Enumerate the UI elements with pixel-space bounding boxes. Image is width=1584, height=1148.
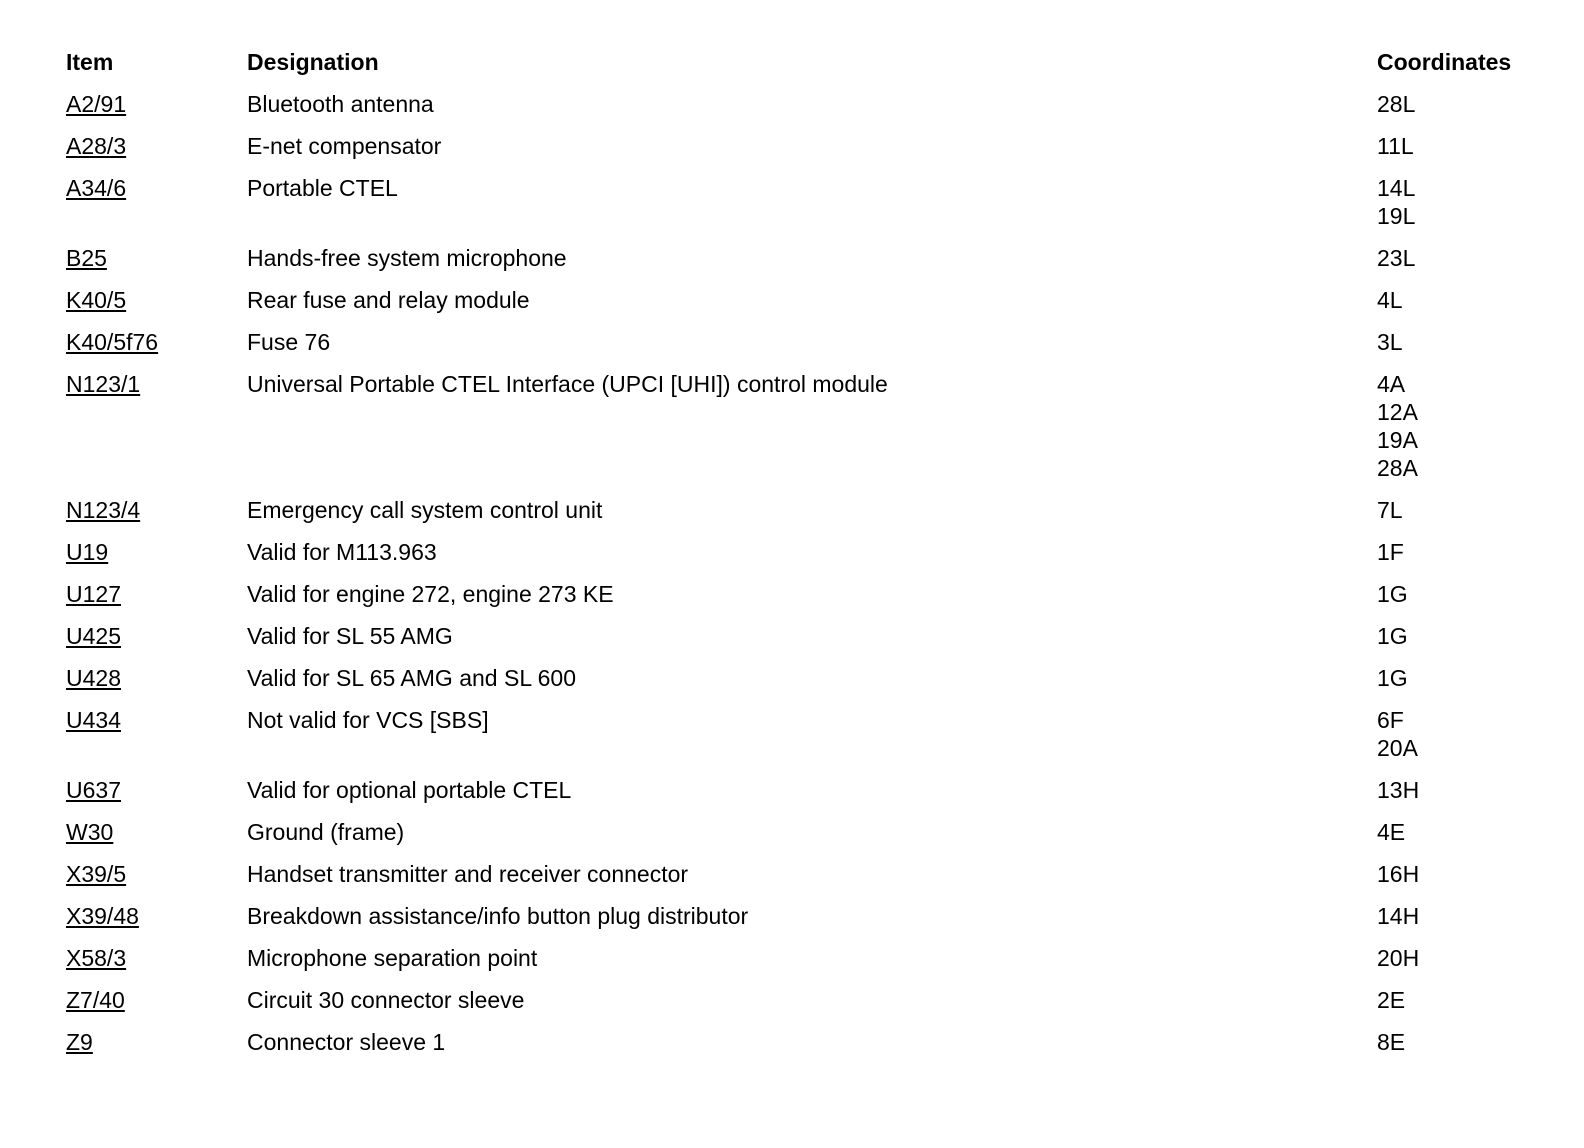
item-cell — [66, 622, 247, 650]
coordinate-value: 4L — [1377, 287, 1403, 313]
table-row — [66, 986, 1566, 1028]
item-cell — [66, 664, 247, 692]
item-code-link[interactable]: U434 — [66, 707, 121, 733]
table-header-row — [66, 48, 1566, 90]
coordinate-value: 20H — [1377, 945, 1420, 971]
header-coordinates: Coordinates — [1377, 49, 1512, 75]
coordinate-value: 8E — [1377, 1029, 1406, 1055]
coordinate-value: 14L — [1377, 175, 1416, 201]
header-item: Item — [66, 49, 114, 75]
coordinate-value: 3L — [1377, 329, 1403, 355]
designation-cell: Emergency call system control unit — [247, 497, 603, 523]
table-row — [66, 580, 1566, 622]
coordinate-value: 1G — [1377, 623, 1408, 649]
item-code-link[interactable]: U127 — [66, 581, 121, 607]
item-code-link[interactable]: A34/6 — [66, 175, 127, 201]
item-code-link[interactable]: U637 — [66, 777, 121, 803]
coordinate-value: 2E — [1377, 987, 1406, 1013]
item-cell — [66, 132, 247, 160]
table-row — [66, 286, 1566, 328]
item-code-link[interactable]: Z7/40 — [66, 987, 125, 1013]
coordinate-value: 19L — [1377, 203, 1416, 229]
coordinate-value: 14H — [1377, 903, 1420, 929]
coordinate-value: 7L — [1377, 497, 1403, 523]
designation-cell: Not valid for VCS [SBS] — [247, 707, 489, 733]
coordinate-value: 6F — [1377, 707, 1404, 733]
coordinate-value: 16H — [1377, 861, 1420, 887]
designation-cell: Valid for optional portable CTEL — [247, 777, 572, 803]
designation-cell: Microphone separation point — [247, 945, 538, 971]
table-row — [66, 496, 1566, 538]
coordinates-cell — [1377, 944, 1566, 972]
designation-cell: Handset transmitter and receiver connector — [247, 861, 689, 887]
table-row — [66, 328, 1566, 370]
table-row — [66, 622, 1566, 664]
designation-cell: Valid for SL 55 AMG — [247, 623, 453, 649]
item-code-link[interactable]: U19 — [66, 539, 109, 565]
item-cell — [66, 580, 247, 608]
designation-cell: Universal Portable CTEL Interface (UPCI [UHI]) control module — [247, 371, 888, 397]
table-row — [66, 664, 1566, 706]
coordinate-value: 13H — [1377, 777, 1420, 803]
coordinate-value: 12A — [1377, 399, 1418, 425]
coordinates-cell — [1377, 90, 1566, 118]
item-cell — [66, 818, 247, 846]
coordinates-cell — [1377, 286, 1566, 314]
coordinate-value: 1G — [1377, 665, 1408, 691]
component-legend-table — [66, 48, 1566, 1070]
coordinate-value: 20A — [1377, 735, 1418, 761]
item-code-link[interactable]: W30 — [66, 819, 114, 845]
coordinates-cell — [1377, 1028, 1566, 1056]
item-cell — [66, 1028, 247, 1056]
coordinate-value: 28A — [1377, 455, 1418, 481]
designation-cell: Bluetooth antenna — [247, 91, 434, 117]
designation-cell: Portable CTEL — [247, 175, 398, 201]
header-designation: Designation — [247, 49, 379, 75]
item-code-link[interactable]: A28/3 — [66, 133, 127, 159]
table-row — [66, 370, 1566, 496]
designation-cell: E-net compensator — [247, 133, 442, 159]
item-code-link[interactable]: B25 — [66, 245, 107, 271]
item-code-link[interactable]: X39/5 — [66, 861, 127, 887]
coordinates-cell — [1377, 818, 1566, 846]
table-row — [66, 902, 1566, 944]
item-code-link[interactable]: U425 — [66, 623, 121, 649]
coordinates-cell — [1377, 622, 1566, 650]
coordinates-cell — [1377, 174, 1566, 230]
item-code-link[interactable]: A2/91 — [66, 91, 127, 117]
item-cell — [66, 902, 247, 930]
coordinates-cell — [1377, 860, 1566, 888]
coordinate-value: 4E — [1377, 819, 1406, 845]
item-cell — [66, 496, 247, 524]
coordinate-value: 1G — [1377, 581, 1408, 607]
designation-cell: Breakdown assistance/info button plug distributor — [247, 903, 749, 929]
coordinates-cell — [1377, 538, 1566, 566]
table-row — [66, 944, 1566, 986]
table-row — [66, 244, 1566, 286]
item-code-link[interactable]: X58/3 — [66, 945, 127, 971]
designation-cell: Connector sleeve 1 — [247, 1029, 446, 1055]
designation-cell: Rear fuse and relay module — [247, 287, 530, 313]
item-cell — [66, 860, 247, 888]
coordinates-cell — [1377, 706, 1566, 762]
coordinates-cell — [1377, 664, 1566, 692]
item-cell — [66, 538, 247, 566]
designation-cell: Ground (frame) — [247, 819, 405, 845]
item-code-link[interactable]: N123/4 — [66, 497, 141, 523]
table-row — [66, 174, 1566, 244]
table-body — [66, 90, 1566, 1070]
coordinates-cell — [1377, 132, 1566, 160]
coordinate-value: 1F — [1377, 539, 1404, 565]
coordinates-cell — [1377, 902, 1566, 930]
coordinates-cell — [1377, 328, 1566, 356]
table-row — [66, 90, 1566, 132]
coordinate-value: 23L — [1377, 245, 1416, 271]
designation-cell: Valid for engine 272, engine 273 KE — [247, 581, 614, 607]
item-code-link[interactable]: X39/48 — [66, 903, 139, 929]
coordinate-value: 19A — [1377, 427, 1418, 453]
coordinates-cell — [1377, 776, 1566, 804]
table-row — [66, 132, 1566, 174]
coordinate-value: 4A — [1377, 371, 1406, 397]
item-code-link[interactable]: N123/1 — [66, 371, 141, 397]
designation-cell: Valid for M113.963 — [247, 539, 437, 565]
coordinates-cell — [1377, 370, 1566, 482]
coordinates-cell — [1377, 496, 1566, 524]
designation-cell: Circuit 30 connector sleeve — [247, 987, 525, 1013]
coordinate-value: 28L — [1377, 91, 1416, 117]
item-code-link[interactable]: Z9 — [66, 1029, 93, 1055]
item-code-link[interactable]: K40/5f76 — [66, 329, 159, 355]
coordinates-cell — [1377, 244, 1566, 272]
designation-cell: Hands-free system microphone — [247, 245, 567, 271]
table-row — [66, 1028, 1566, 1070]
item-code-link[interactable]: U428 — [66, 665, 121, 691]
coordinate-value: 11L — [1377, 133, 1414, 159]
item-cell — [66, 776, 247, 804]
item-cell — [66, 286, 247, 314]
table-row — [66, 706, 1566, 776]
item-cell — [66, 244, 247, 272]
item-cell — [66, 174, 247, 202]
item-cell — [66, 90, 247, 118]
table-row — [66, 538, 1566, 580]
coordinates-cell — [1377, 580, 1566, 608]
item-code-link[interactable]: K40/5 — [66, 287, 127, 313]
table-row — [66, 776, 1566, 818]
item-cell — [66, 706, 247, 734]
item-cell — [66, 370, 247, 398]
table-row — [66, 818, 1566, 860]
designation-cell: Fuse 76 — [247, 329, 331, 355]
coordinates-cell — [1377, 986, 1566, 1014]
item-cell — [66, 986, 247, 1014]
table-row — [66, 860, 1566, 902]
designation-cell: Valid for SL 65 AMG and SL 600 — [247, 665, 577, 691]
item-cell — [66, 328, 247, 356]
item-cell — [66, 944, 247, 972]
